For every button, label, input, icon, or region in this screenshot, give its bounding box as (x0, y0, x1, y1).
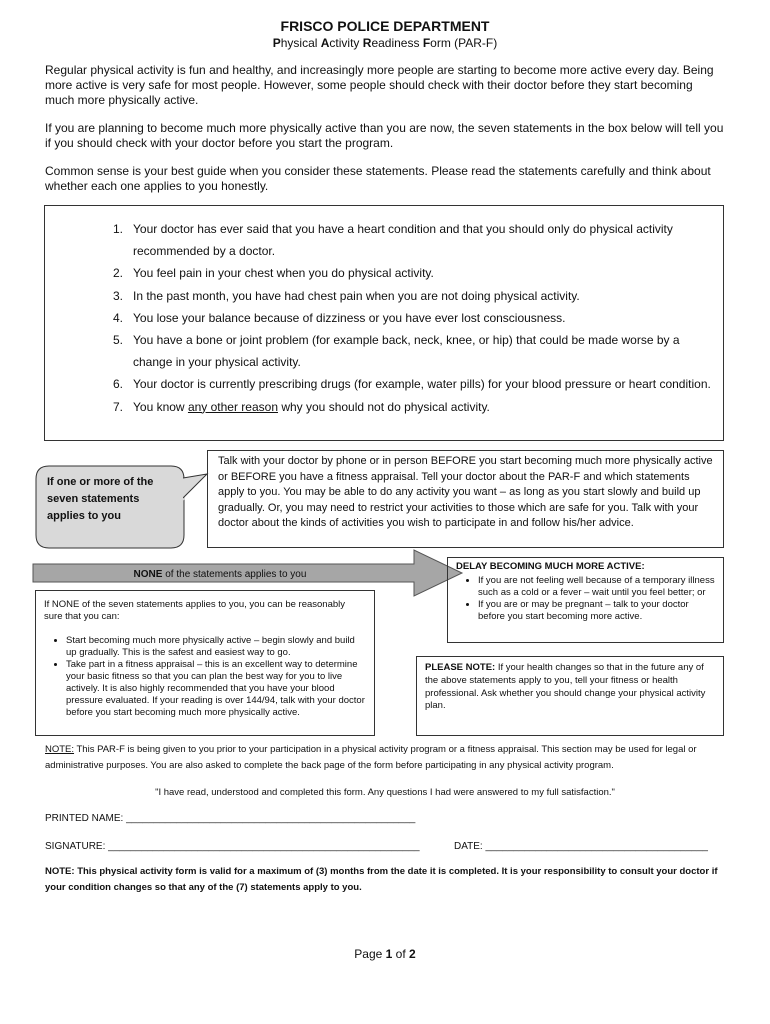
please-note-label: PLEASE NOTE: (425, 662, 496, 673)
acknowledgement-quote: "I have read, understood and completed this form. Any questions I had were answered to my full satisfaction." (155, 787, 615, 798)
none-box-intro: If NONE of the seven statements applies to you, you can be reasonably sure that you can: (44, 599, 346, 622)
none-arrow-label: NONE of the statements applies to you (133, 569, 307, 580)
talk-with-doctor-box: Talk with your doctor by phone or in person BEFORE you start becoming much more physically active or BEFORE you have a fitness appraisal. Tell your doctor about the PAR-F and which statements apply to you. You may be able to do any activity you want – as long as you start slowly and build up gradually. Or, you may need to restrict your activities to those which are safe for you. Talk with your doctor about the kinds of activities you wish to participate in and follow his/her advice. (207, 450, 724, 548)
date-field[interactable]: DATE: ________________________________________ (454, 841, 708, 852)
please-note-text: If your health changes so that in the future any of the above statements apply to you, tell your fitness or health professional. Ask whether you should change your physical activity plan. (425, 662, 706, 712)
statements-list (105, 218, 715, 418)
signature-field[interactable]: SIGNATURE: ________________________________________________________ (45, 841, 420, 852)
none-box-list (44, 635, 366, 719)
statement-item: 2. You feel pain in your chest when you do physical activity. (112, 266, 434, 281)
none-applies-box (35, 590, 375, 736)
statement-item: 7. You know any other reason why you should not do physical activity. (112, 399, 490, 414)
list-item: • If you are or may be pregnant – talk to your doctor before you start becoming more active. (478, 599, 715, 623)
callout-pointer (183, 470, 209, 504)
statement-item: 6. Your doctor is currently prescribing drugs (for example, water pills) for your blood pressure or heart condition. (112, 377, 711, 392)
form-subtitle: Physical Activity Readiness Form (PAR-F) (272, 36, 498, 50)
delay-box-list (456, 575, 715, 623)
printed-name-field[interactable]: PRINTED NAME: ____________________________________________________ (45, 813, 416, 824)
statement-item: 3. In the past month, you have had chest pain when you are not doing physical activity. (112, 288, 580, 303)
delay-box-heading: DELAY BECOMING MUCH MORE ACTIVE: (456, 561, 645, 572)
delay-activity-box (447, 557, 724, 643)
list-item: • Take part in a fitness appraisal – this is an excellent way to determine your basic fitness so that you can plan the best way for you to live actively. It is also highly recommended that you have your blood pressure evaluated. If your reading is over 144/94, talk with your doctor before you start becoming much more physically active. (66, 659, 366, 719)
page-number: Page 1 of 2 (354, 947, 416, 961)
please-note-box (416, 656, 724, 736)
legal-note: NOTE: This PAR-F is being given to you prior to your participation in a physical activity program or a fitness appraisal. This section may be used for legal or administrative purposes. You are also asked to complete the back page of the form before participating in any physical activity program. (45, 744, 697, 771)
intro-paragraph-3: Common sense is your best guide when you consider these statements. Please read the statements carefully and think about whether each one applies to you honestly. (45, 164, 711, 193)
list-item: • If you are not feeling well because of a temporary illness such as a cold or a fever – wait until you feel better; or (478, 575, 715, 599)
validity-note: NOTE: This physical activity form is valid for a maximum of (3) months from the date it is completed. It is your responsibility to consult your doctor if your condition changes so that any of the (7) statements apply to you. (45, 866, 718, 893)
intro-paragraph-1: Regular physical activity is fun and healthy, and increasingly more people are starting to become more active every day. Being more active is very safe for most people. However, some people should check with their doctor before they start becoming much more physically active. (45, 63, 714, 107)
statement-item: 1. Your doctor has ever said that you have a heart condition and that you should only do physical activity recommended by a doctor. (112, 222, 673, 259)
statement-item: 5. You have a bone or joint problem (for example back, neck, knee, or hip) that could be made worse by a change in your physical activity. (112, 333, 680, 370)
statements-box (44, 205, 724, 441)
page-title: FRISCO POLICE DEPARTMENT (280, 18, 490, 34)
list-item: • Start becoming much more physically active – begin slowly and build up gradually. This is the safest and easiest way to go. (66, 635, 366, 659)
intro-paragraph-2: If you are planning to become much more physically active than you are now, the seven statements in the box below will tell you if you should check with your doctor before you start the program. (45, 121, 724, 150)
statement-item: 4. You lose your balance because of dizziness or you have ever lost consciousness. (112, 310, 566, 325)
callout-text: If one or more of the seven statements applies to you (47, 476, 154, 522)
